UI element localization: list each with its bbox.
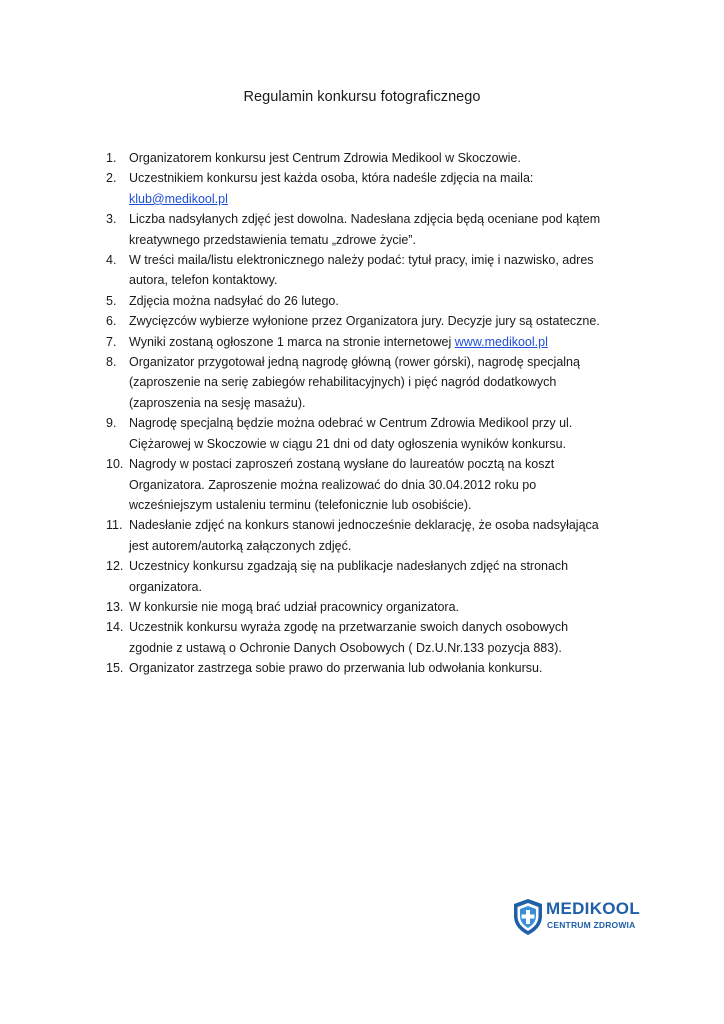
rule-number: 7.	[106, 334, 117, 349]
logo-tagline: CENTRUM ZDROWIA	[547, 920, 636, 930]
rule-text: Zdjęcia można nadsyłać do 26 lutego.	[129, 293, 339, 308]
rule-text: autora, telefon kontaktowy.	[129, 273, 278, 288]
rule-item	[0, 168, 724, 209]
rule-number: 2.	[106, 171, 117, 186]
rule-item	[0, 658, 724, 678]
rule-item	[0, 556, 724, 597]
rule-text: zgodnie z ustawą o Ochronie Danych Osobowych ( Dz.U.Nr.133 pozycja 883).	[129, 640, 562, 655]
rule-number: 14.	[106, 620, 124, 635]
rule-number: 1.	[106, 151, 117, 165]
website-link[interactable]: www.medikool.pl	[454, 334, 548, 349]
rule-item	[0, 148, 724, 168]
rule-text: Organizator zastrzega sobie prawo do przerwania lub odwołania konkursu.	[129, 661, 543, 676]
rule-text: Wyniki zostaną ogłoszone 1 marca na stronie internetowej	[129, 334, 455, 349]
rule-text: Organizatora. Zaproszenie można realizować do dnia 30.04.2012 roku po	[129, 477, 537, 492]
rule-text: Liczba nadsyłanych zdjęć jest dowolna. Nadesłana zdjęcia będą oceniane pod kątem	[129, 212, 601, 227]
rule-text: W treści maila/listu elektronicznego należy podać: tytuł pracy, imię i nazwisko, adres	[129, 253, 594, 268]
rule-item	[0, 332, 724, 352]
rule-number: 11.	[106, 518, 123, 533]
rule-item	[0, 454, 724, 515]
rule-text: Uczestnikiem konkursu jest każda osoba, która nadeśle zdjęcia na maila:	[129, 171, 534, 186]
rule-number: 3.	[106, 212, 117, 227]
rule-text: kreatywnego przedstawienia tematu „zdrowe życie”.	[129, 232, 416, 247]
rule-number: 10.	[106, 457, 124, 472]
rule-text: Organizator przygotował jedną nagrodę główną (rower górski), nagrodę specjalną	[129, 355, 580, 370]
rule-number: 9.	[106, 416, 117, 431]
rule-item	[0, 617, 724, 658]
rule-number: 12.	[106, 559, 124, 574]
email-link[interactable]: klub@medikool.pl	[129, 191, 228, 206]
rule-text: wcześniejszym ustaleniu terminu (telefonicznie lub osobiście).	[129, 497, 472, 512]
rule-item	[0, 352, 724, 413]
rule-item	[0, 250, 724, 291]
rule-text: Zwycięzców wybierze wyłonione przez Organizatora jury. Decyzje jury są ostateczne.	[129, 314, 600, 329]
rule-text: (zaproszenia na sesję masażu).	[129, 395, 306, 410]
rule-item	[0, 291, 724, 311]
rule-text: Nagrodę specjalną będzie można odebrać w Centrum Zdrowia Medikool przy ul.	[129, 416, 573, 431]
rule-item	[0, 311, 724, 331]
rule-number: 15.	[106, 661, 124, 676]
rule-item	[0, 515, 724, 556]
rule-text: jest autorem/autorką załączonych zdjęć.	[129, 538, 352, 553]
rules-list	[0, 148, 724, 679]
rule-text: (zaproszenie na serię zabiegów rehabilitacyjnych) i pięć nagród dodatkowych	[129, 375, 557, 390]
rule-number: 5.	[106, 293, 117, 308]
rule-text: Nadesłanie zdjęć na konkurs stanowi jednocześnie deklarację, że osoba nadsyłająca	[129, 518, 599, 533]
rule-number: 8.	[106, 355, 117, 370]
rule-text: W konkursie nie mogą brać udział pracownicy organizatora.	[129, 599, 460, 614]
rule-number: 4.	[106, 253, 117, 268]
rule-number: 13.	[106, 599, 124, 614]
rule-text: Nagrody w postaci zaproszeń zostaną wysłane do laureatów pocztą na koszt	[129, 457, 555, 472]
document-title: Regulamin konkursu fotograficznego	[243, 89, 481, 105]
rule-text: organizatora.	[129, 579, 202, 594]
shield-cross-icon	[512, 898, 544, 936]
rule-text: Ciężarowej w Skoczowie w ciągu 21 dni od daty ogłoszenia wyników konkursu.	[129, 436, 567, 451]
rule-number: 6.	[106, 314, 117, 329]
rule-item	[0, 209, 724, 250]
rule-text: Uczestnik konkursu wyraża zgodę na przetwarzanie swoich danych osobowych	[129, 620, 569, 635]
rule-item	[0, 597, 724, 617]
logo-brand: MEDIKOOL	[546, 899, 641, 918]
rule-text: Organizatorem konkursu jest Centrum Zdrowia Medikool w Skoczowie.	[129, 151, 521, 165]
rule-item	[0, 413, 724, 454]
rule-text: Uczestnicy konkursu zgadzają się na publikacje nadesłanych zdjęć na stronach	[129, 559, 569, 574]
medikool-logo	[512, 898, 641, 938]
